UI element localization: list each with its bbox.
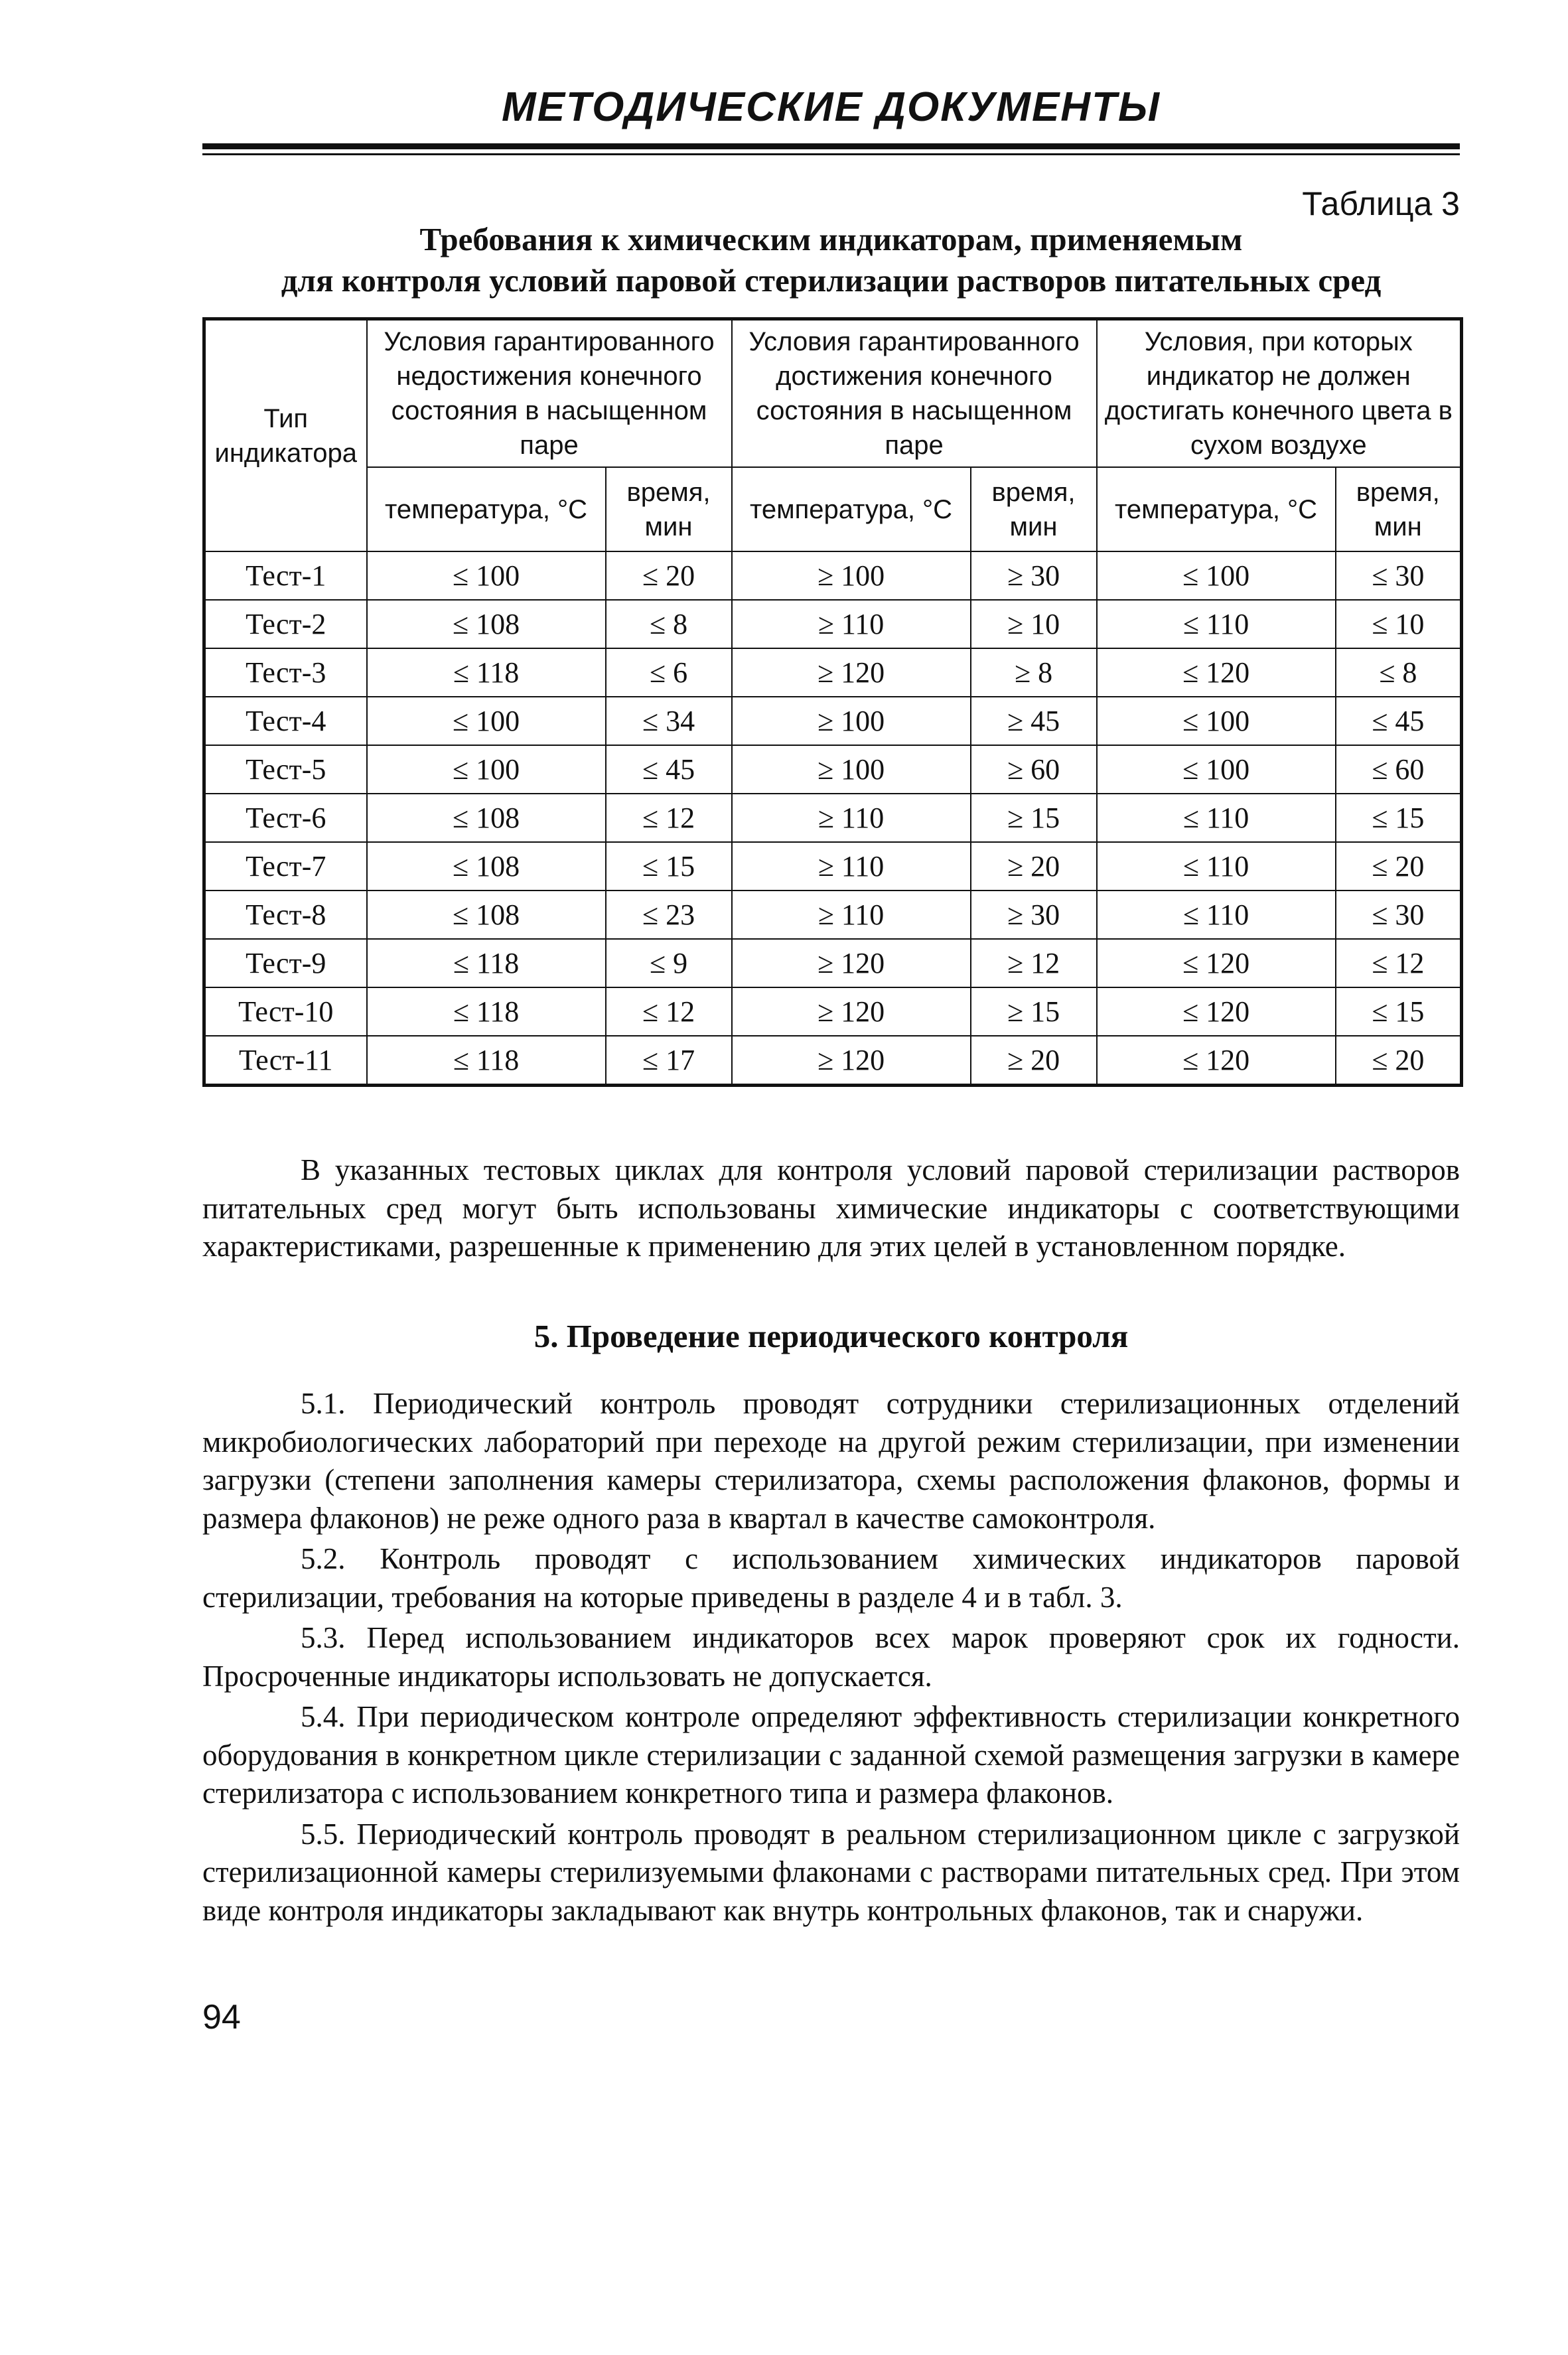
- note-text: В указанных тестовых циклах для контроля условий паровой стерилизации растворов питательных сред могут быть использованы химические индикаторы с соответствующими характеристиками, разрешенные к применению для этих целей в установленном порядке.: [202, 1153, 1460, 1263]
- row-label: Тест-7: [204, 842, 367, 891]
- row-label: Тест-10: [204, 987, 367, 1036]
- table-cell: ≥ 110: [732, 891, 971, 939]
- table-cell: ≥ 30: [971, 551, 1097, 600]
- table-cell: ≤ 9: [606, 939, 732, 987]
- note-paragraph: [202, 1151, 1460, 1266]
- table-cell: ≤ 110: [1097, 891, 1336, 939]
- table-cell: ≥ 110: [732, 842, 971, 891]
- table-cell: ≤ 15: [606, 842, 732, 891]
- header-title: МЕТОДИЧЕСКИЕ ДОКУМЕНТЫ: [502, 84, 1161, 130]
- table-cell: ≥ 60: [971, 745, 1097, 794]
- table-cell: ≥ 100: [732, 697, 971, 745]
- col-header-temperature: температура, °С: [367, 467, 606, 551]
- col-group-not-reached: Условия гарантированного недостижения конечного состояния в насыщенном паре: [367, 319, 732, 468]
- row-label: Тест-4: [204, 697, 367, 745]
- table-row: [204, 1036, 1462, 1086]
- indicator-requirements-table: [202, 317, 1463, 1087]
- table-body: [204, 551, 1462, 1086]
- col-header-time: время, мин: [971, 467, 1097, 551]
- table-cell: ≤ 120: [1097, 1036, 1336, 1086]
- table-cell: ≤ 17: [606, 1036, 732, 1086]
- col-group-dry-air: Условия, при которых индикатор не должен достигать конечного цвета в сухом воздухе: [1097, 319, 1462, 468]
- section-heading: 5. Проведение периодического контроля: [534, 1318, 1129, 1354]
- header-rule: [202, 143, 1460, 149]
- table-cell: ≥ 120: [732, 987, 971, 1036]
- table-cell: ≤ 120: [1097, 987, 1336, 1036]
- table-cell: ≤ 8: [1336, 648, 1462, 697]
- col-header-temperature: температура, °С: [732, 467, 971, 551]
- row-label: Тест-3: [204, 648, 367, 697]
- table-cell: ≤ 15: [1336, 794, 1462, 842]
- table-cell: ≤ 30: [1336, 891, 1462, 939]
- table-cell: ≤ 30: [1336, 551, 1462, 600]
- paragraph-5-2: 5.2. Контроль проводят с использованием химических индикаторов паровой стерилизации, требования на которые приведены в разделе 4 и в табл. 3.: [202, 1542, 1460, 1614]
- col-header-temperature: температура, °С: [1097, 467, 1336, 551]
- table-cell: ≥ 100: [732, 551, 971, 600]
- row-label: Тест-8: [204, 891, 367, 939]
- table-cell: ≤ 60: [1336, 745, 1462, 794]
- table-cell: ≤ 100: [367, 745, 606, 794]
- page-header: [202, 78, 1460, 165]
- table-cell: ≤ 118: [367, 648, 606, 697]
- table-cell: ≤ 118: [367, 939, 606, 987]
- caption-line-1: Требования к химическим индикаторам, применяемым: [419, 221, 1243, 257]
- table-cell: ≥ 15: [971, 794, 1097, 842]
- table-cell: ≤ 100: [1097, 697, 1336, 745]
- table-cell: ≤ 108: [367, 600, 606, 648]
- paragraph-5-4: 5.4. При периодическом контроле определяют эффективность стерилизации конкретного оборудования в конкретном цикле стерилизации с заданной схемой размещения загрузки в камере стерилизатора с использованием конкретного типа и размера флаконов.: [202, 1700, 1460, 1810]
- table-cell: ≥ 20: [971, 1036, 1097, 1086]
- table-cell: ≤ 100: [1097, 745, 1336, 794]
- table-cell: ≤ 118: [367, 987, 606, 1036]
- table-row: [204, 697, 1462, 745]
- table-cell: ≤ 12: [1336, 939, 1462, 987]
- table-cell: ≤ 12: [606, 987, 732, 1036]
- table-cell: ≥ 45: [971, 697, 1097, 745]
- table-cell: ≤ 100: [367, 697, 606, 745]
- col-header-time: время, мин: [1336, 467, 1462, 551]
- table-cell: ≤ 20: [606, 551, 732, 600]
- table-row: [204, 648, 1462, 697]
- table-row: [204, 551, 1462, 600]
- table-row: [204, 600, 1462, 648]
- table-cell: ≥ 120: [732, 939, 971, 987]
- table-cell: ≤ 108: [367, 794, 606, 842]
- row-label: Тест-11: [204, 1036, 367, 1086]
- table-cell: ≤ 20: [1336, 842, 1462, 891]
- table-row: [204, 987, 1462, 1036]
- row-label: Тест-5: [204, 745, 367, 794]
- paragraph-5-3: 5.3. Перед использованием индикаторов всех марок проверяют срок их годности. Просроченные индикаторы использовать не допускается.: [202, 1621, 1460, 1693]
- table-cell: ≤ 108: [367, 842, 606, 891]
- table-cell: ≤ 23: [606, 891, 732, 939]
- table-cell: ≥ 110: [732, 794, 971, 842]
- row-label: Тест-2: [204, 600, 367, 648]
- table-row: [204, 794, 1462, 842]
- row-label: Тест-9: [204, 939, 367, 987]
- table-cell: ≤ 45: [606, 745, 732, 794]
- table-cell: ≤ 110: [1097, 600, 1336, 648]
- col-header-time: время, мин: [606, 467, 732, 551]
- table-cell: ≤ 10: [1336, 600, 1462, 648]
- row-label: Тест-1: [204, 551, 367, 600]
- table-cell: ≤ 118: [367, 1036, 606, 1086]
- table-cell: ≥ 8: [971, 648, 1097, 697]
- table-cell: ≤ 110: [1097, 842, 1336, 891]
- table-cell: ≤ 34: [606, 697, 732, 745]
- table-row: [204, 939, 1462, 987]
- table-cell: ≤ 6: [606, 648, 732, 697]
- table-cell: ≤ 100: [367, 551, 606, 600]
- table-cell: ≤ 120: [1097, 939, 1336, 987]
- paragraph-5-5: 5.5. Периодический контроль проводят в реальном стерилизационном цикле с загрузкой стерилизационной камеры стерилизуемыми флаконами с растворами питательных сред. При этом виде контроля индикаторы закладывают как внутрь контрольных флаконов, так и снаружи.: [202, 1817, 1460, 1927]
- table-cell: ≤ 45: [1336, 697, 1462, 745]
- table-cell: ≤ 12: [606, 794, 732, 842]
- table-cell: ≤ 100: [1097, 551, 1336, 600]
- table-cell: ≥ 100: [732, 745, 971, 794]
- col-group-reached: Условия гарантированного достижения конечного состояния в насыщенном паре: [732, 319, 1097, 468]
- table-cell: ≥ 10: [971, 600, 1097, 648]
- page-number: 94: [202, 1998, 241, 2036]
- table-cell: ≥ 30: [971, 891, 1097, 939]
- table-row: [204, 891, 1462, 939]
- table-cell: ≤ 8: [606, 600, 732, 648]
- table-cell: ≤ 110: [1097, 794, 1336, 842]
- table-cell: ≤ 108: [367, 891, 606, 939]
- table-cell: ≥ 20: [971, 842, 1097, 891]
- section-body: [202, 1385, 1460, 1930]
- row-label: Тест-6: [204, 794, 367, 842]
- table-cell: ≥ 110: [732, 600, 971, 648]
- table-row: [204, 842, 1462, 891]
- table-cell: ≤ 15: [1336, 987, 1462, 1036]
- col-header-type: Тип индикатора: [204, 319, 367, 552]
- table-cell: ≤ 120: [1097, 648, 1336, 697]
- paragraph-5-1: 5.1. Периодический контроль проводят сотрудники стерилизационных отделений микробиологических лабораторий при переходе на другой режим стерилизации, при изменении загрузки (степени заполнения камеры стерилизатора, схемы расположения флаконов, формы и размера флаконов) не реже одного раза в квартал в качестве самоконтроля.: [202, 1387, 1460, 1535]
- caption-line-2: для контроля условий паровой стерилизации растворов питательных сред: [281, 262, 1382, 299]
- table-cell: ≥ 120: [732, 648, 971, 697]
- table-cell: ≤ 20: [1336, 1036, 1462, 1086]
- table-cell: ≥ 120: [732, 1036, 971, 1086]
- header-rule-thin: [202, 153, 1460, 155]
- table-row: [204, 745, 1462, 794]
- table-cell: ≥ 15: [971, 987, 1097, 1036]
- table-number: Таблица 3: [1302, 185, 1460, 222]
- table-cell: ≥ 12: [971, 939, 1097, 987]
- table-caption: [202, 219, 1460, 301]
